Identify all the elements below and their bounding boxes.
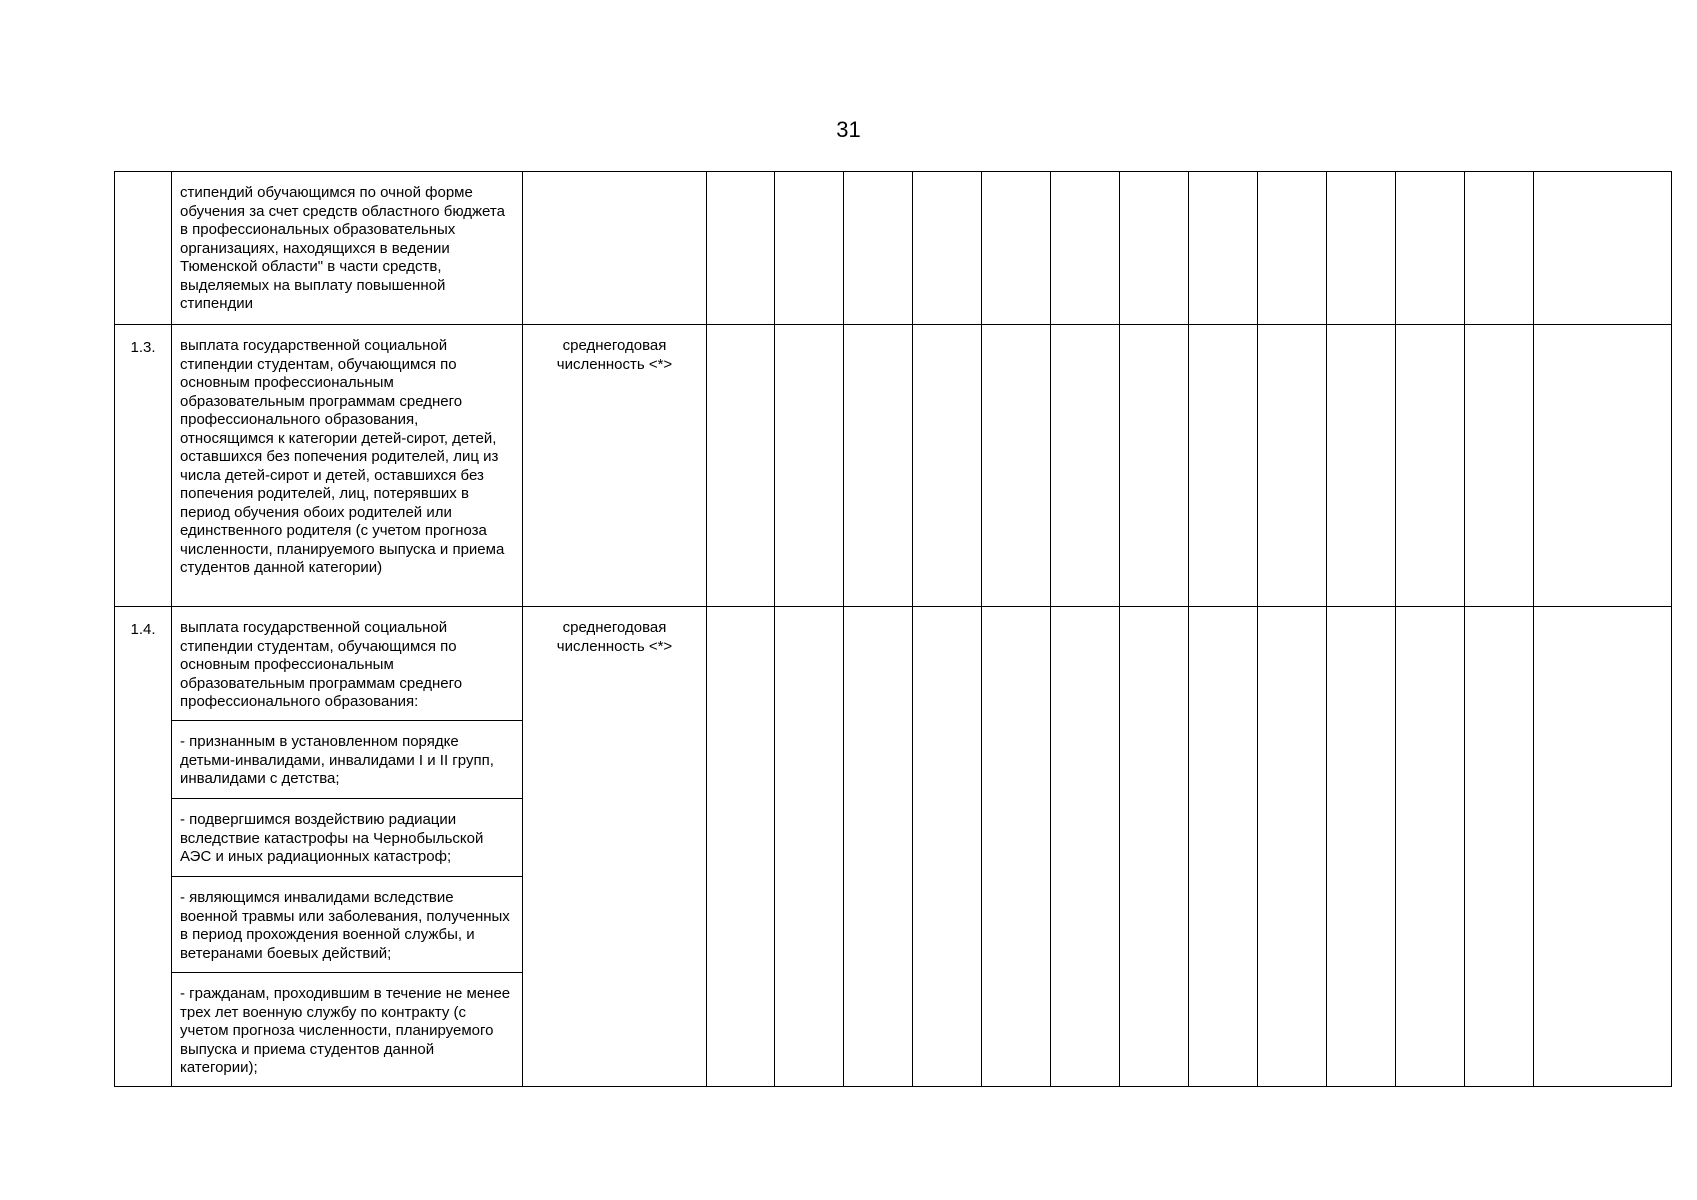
value-cell (1534, 607, 1672, 1087)
value-cell (1120, 325, 1189, 607)
sub-item-description: - подвергшимся воздействию радиации вследствие катастрофы на Чернобыльской АЭС и иных радиационных катастроф; (172, 799, 523, 877)
table-row (115, 325, 1672, 607)
value-cell (1534, 172, 1672, 325)
value-cell (1465, 607, 1534, 1087)
value-cell (913, 172, 982, 325)
row-unit: среднегодовая численность <*> (523, 607, 707, 1087)
value-cell (1534, 325, 1672, 607)
value-cell (1258, 325, 1327, 607)
value-cell (1051, 325, 1120, 607)
value-cell (707, 607, 775, 1087)
value-cell (1465, 172, 1534, 325)
value-cell (1051, 607, 1120, 1087)
sub-item-description: - признанным в установленном порядке детьми-инвалидами, инвалидами I и II групп, инвалидами с детства; (172, 721, 523, 799)
value-cell (1396, 607, 1465, 1087)
value-cell (982, 325, 1051, 607)
value-cell (1396, 172, 1465, 325)
value-cell (1258, 607, 1327, 1087)
row-number (115, 172, 172, 325)
row-description: стипендий обучающимся по очной форме обучения за счет средств областного бюджета в профессиональных образовательных организациях, находящихся в ведении Тюменской области" в части средств, выделяемых на выплату повышенной стипендии (172, 172, 523, 325)
value-cell (1189, 172, 1258, 325)
value-cell (1189, 607, 1258, 1087)
sub-item-description: - являющимся инвалидами вследствие военной травмы или заболевания, полученных в период прохождения военной службы, и ветеранами боевых действий; (172, 877, 523, 973)
table-row (115, 172, 1672, 325)
row-description: выплата государственной социальной стипендии студентам, обучающимся по основным профессиональным образовательным программам среднего профессионального образования: (172, 607, 523, 721)
value-cell (982, 172, 1051, 325)
value-cell (1327, 172, 1396, 325)
value-cell (1465, 325, 1534, 607)
page-number: 31 (836, 117, 861, 142)
row-number: 1.4. (115, 607, 172, 1087)
row-unit: среднегодовая численность <*> (523, 325, 707, 607)
value-cell (775, 607, 844, 1087)
row-unit (523, 172, 707, 325)
value-cell (844, 607, 913, 1087)
row-description: выплата государственной социальной стипендии студентам, обучающимся по основным профессиональным образовательным программам среднего профессионального образования, относящимся к категории детей-сирот, детей, оставшихся без попечения родителей, лиц из числа детей-сирот и детей, оставшихся без попечения родителей, лиц, потерявших в период обучения обоих родителей или единственного родителя (с учетом прогноза численности, планируемого выпуска и приема студентов данной категории) (172, 325, 523, 607)
value-cell (1258, 172, 1327, 325)
table-row (115, 607, 1672, 721)
value-cell (775, 325, 844, 607)
sub-item-description: - гражданам, проходившим в течение не менее трех лет военную службу по контракту (с учетом прогноза численности, планируемого выпуска и приема студентов данной категории); (172, 973, 523, 1087)
value-cell (844, 325, 913, 607)
value-cell (1327, 325, 1396, 607)
value-cell (913, 607, 982, 1087)
value-cell (1327, 607, 1396, 1087)
row-number: 1.3. (115, 325, 172, 607)
value-cell (707, 172, 775, 325)
value-cell (1396, 325, 1465, 607)
value-cell (844, 172, 913, 325)
value-cell (707, 325, 775, 607)
value-cell (1051, 172, 1120, 325)
value-cell (913, 325, 982, 607)
value-cell (1189, 325, 1258, 607)
value-cell (982, 607, 1051, 1087)
value-cell (1120, 172, 1189, 325)
value-cell (1120, 607, 1189, 1087)
data-table (114, 171, 1672, 1087)
value-cell (775, 172, 844, 325)
